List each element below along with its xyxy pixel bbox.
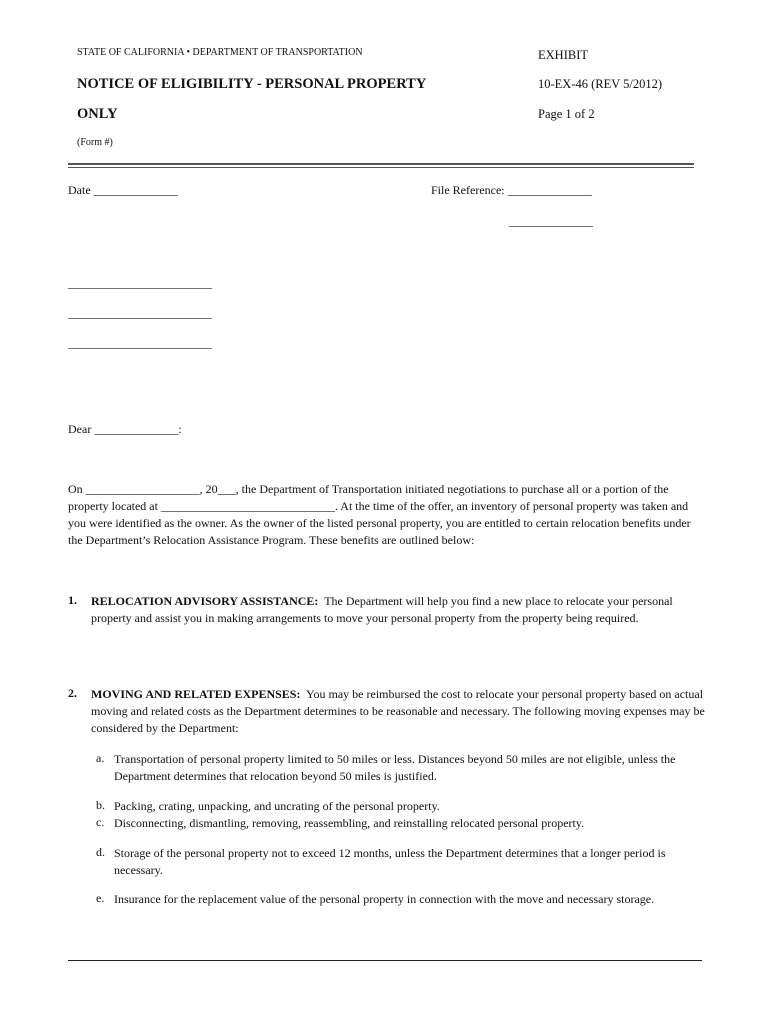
address-line-1: ________________________: [68, 276, 212, 290]
sub-item-e-label: e.: [96, 891, 105, 905]
sub-item-b-label: b.: [96, 798, 105, 812]
sub-item-c-text: Disconnecting, dismantling, removing, reassembling, and reinstalling relocated personal property.: [114, 816, 585, 830]
sub-item-d-label: d.: [96, 845, 105, 859]
salutation: Dear ______________:: [68, 422, 182, 436]
address-line-3: ________________________: [68, 336, 212, 350]
item-2: [91, 686, 705, 737]
file-reference-line2: ______________: [509, 214, 593, 228]
date-field: Date ______________: [68, 183, 178, 197]
sub-item-a-label: a.: [96, 751, 105, 765]
item-2-text: You may be reimbursed the cost to relocate your personal property based on actual moving and related costs as the Department determines to be reasonable and necessary. The following moving expenses may be considered by the Department:: [91, 687, 705, 735]
form-title-line1: NOTICE OF ELIGIBILITY - PERSONAL PROPERTY: [77, 76, 427, 92]
agency-line: STATE OF CALIFORNIA • DEPARTMENT OF TRANSPORTATION: [77, 47, 363, 58]
item-2-heading: MOVING AND RELATED EXPENSES:: [91, 687, 301, 701]
address-line-2: ________________________: [68, 306, 212, 320]
form-number: (Form #): [77, 137, 113, 148]
page-number: Page 1 of 2: [538, 107, 595, 121]
header-divider-top: [68, 163, 694, 165]
sub-item-e-text: Insurance for the replacement value of the personal property in connection with the move and necessary storage.: [114, 892, 655, 906]
item-1-number: 1.: [68, 593, 77, 607]
item-2-number: 2.: [68, 686, 77, 700]
form-title-line2: ONLY: [77, 106, 118, 122]
exhibit-label: EXHIBIT: [538, 48, 588, 62]
exhibit-number: 10-EX-46 (REV 5/2012): [538, 77, 663, 91]
sub-item-c-label: c.: [96, 815, 105, 829]
sub-item-d-text: Storage of the personal property not to exceed 12 months, unless the Department determines that a longer period is necessary.: [114, 846, 666, 877]
sub-item-a-text: Transportation of personal property limited to 50 miles or less. Distances beyond 50 miles are not eligible, unless the Department determines that relocation beyond 50 miles is justified.: [114, 752, 676, 783]
item-1-heading: RELOCATION ADVISORY ASSISTANCE:: [91, 594, 319, 608]
footer-divider: [68, 960, 702, 961]
item-1-text: The Department will help you find a new place to relocate your personal property and assist you in making arrangements to move your personal property from the property being required.: [91, 594, 673, 625]
sub-item-b-text: Packing, crating, unpacking, and uncrating of the personal property.: [114, 799, 440, 813]
item-1: [91, 593, 697, 627]
intro-paragraph: On ___________________, 20___, the Department of Transportation initiated negotiations to purchase all or a portion of the property located at _____________________________. At the time of the offer, an inventory of personal property was taken and you were identified as the owner. As the owner of the listed personal property, you are entitled to certain relocation benefits under the Department’s Relocation Assistance Program. These benefits are outlined below:: [68, 482, 691, 547]
file-reference-field: File Reference: ______________: [431, 183, 592, 197]
header-divider-bottom: [68, 167, 694, 168]
